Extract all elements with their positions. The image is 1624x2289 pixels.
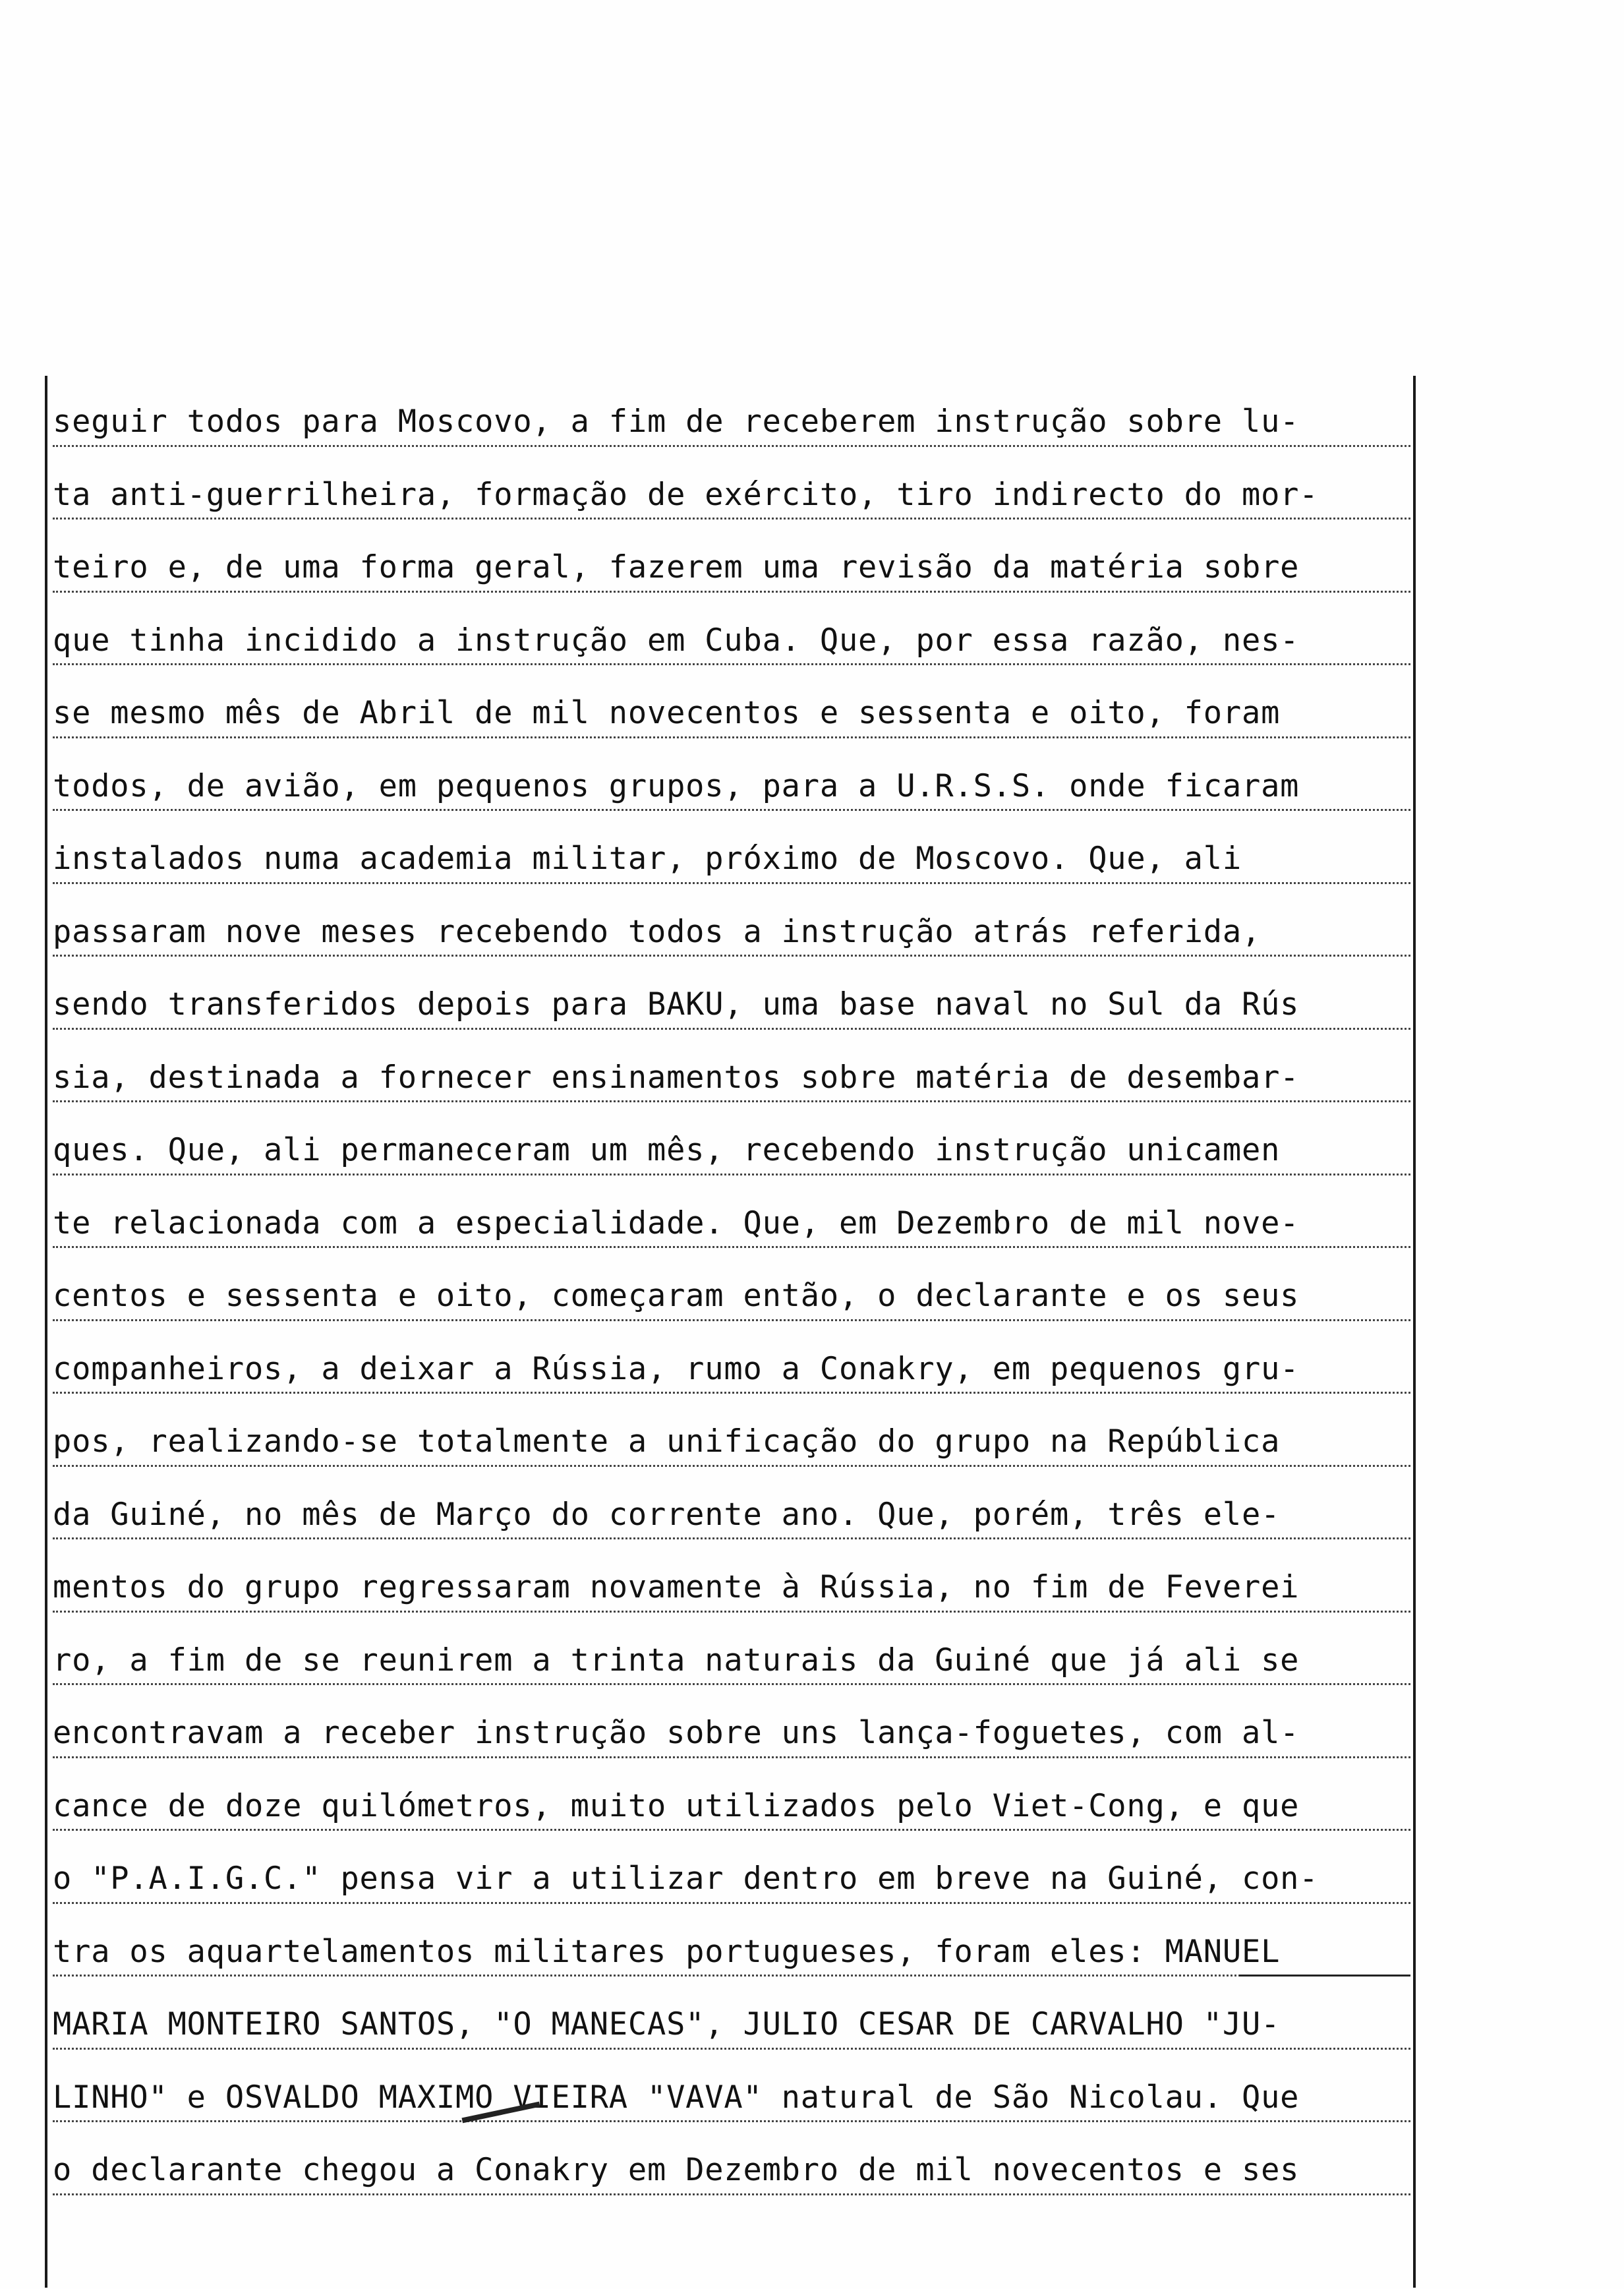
text-line	[53, 1406, 1410, 1479]
text-line-content: teiro e, de uma forma geral, fazerem uma revisão da matéria sobre	[53, 549, 1300, 585]
text-line-content: sendo transferidos depois para BAKU, uma base naval no Sul da Rús	[53, 986, 1300, 1023]
dotted-rule	[53, 1392, 1410, 1394]
dotted-rule	[53, 809, 1410, 811]
text-line	[53, 823, 1410, 896]
dotted-rule	[53, 2193, 1410, 2195]
text-line-content: te relacionada com a especialidade. Que, em Dezembro de mil nove-	[53, 1204, 1300, 1241]
text-line	[53, 1916, 1410, 1989]
text-line	[53, 531, 1410, 605]
text-line	[53, 1114, 1410, 1187]
dotted-rule	[53, 1537, 1410, 1539]
dotted-rule	[53, 1829, 1410, 1831]
text-line	[53, 2062, 1410, 2135]
dotted-rule	[53, 518, 1410, 520]
text-line-content: ro, a fim de se reunirem a trinta naturais da Guiné que já ali se	[53, 1642, 1300, 1679]
dotted-rule	[53, 445, 1410, 447]
text-line-content: passaram nove meses recebendo todos a instrução atrás referida,	[53, 913, 1262, 950]
text-line	[53, 1988, 1410, 2062]
ink-mark	[1239, 1975, 1410, 1977]
text-line-content: centos e sessenta e oito, começaram então, o declarante e os seus	[53, 1278, 1300, 1314]
text-line-content: sia, destinada a fornecer ensinamentos sobre matéria de desembar-	[53, 1059, 1300, 1096]
dotted-rule	[53, 1683, 1410, 1685]
text-line	[53, 1843, 1410, 1916]
dotted-rule	[53, 663, 1410, 665]
dotted-rule	[53, 1975, 1410, 1977]
text-line-content: o declarante chegou a Conakry em Dezembro de mil novecentos e ses	[53, 2152, 1300, 2188]
left-margin-rule	[45, 376, 47, 2288]
text-line-content: pos, realizando-se totalmente a unificação do grupo na República	[53, 1423, 1281, 1460]
text-line-content: o "P.A.I.G.C." pensa vir a utilizar dentro em breve na Guiné, con-	[53, 1860, 1319, 1897]
text-line-content: tra os aquartelamentos militares portugueses, foram eles: MANUEL	[53, 1933, 1281, 1970]
text-line-content: LINHO" e OSVALDO MAXIMO VIEIRA "VAVA" natural de São Nicolau. Que	[53, 2079, 1300, 2116]
text-line	[53, 459, 1410, 532]
text-line-content: companheiros, a deixar a Rússia, rumo a Conakry, em pequenos gru-	[53, 1350, 1300, 1387]
dotted-rule	[53, 1465, 1410, 1467]
dotted-rule	[53, 1902, 1410, 1904]
text-line	[53, 1479, 1410, 1552]
dotted-rule	[53, 2120, 1410, 2122]
dotted-rule	[53, 1246, 1410, 1248]
text-line	[53, 1333, 1410, 1406]
text-line	[53, 2134, 1410, 2207]
text-line	[53, 1697, 1410, 1770]
dotted-rule	[53, 1100, 1410, 1102]
text-line	[53, 750, 1410, 823]
text-line-content: mentos do grupo regressaram novamente à Rússia, no fim de Feverei	[53, 1569, 1300, 1605]
text-line-content: cance de doze quilómetros, muito utilizados pelo Viet-Cong, e que	[53, 1787, 1300, 1824]
text-line-content: seguir todos para Moscovo, a fim de receberem instrução sobre lu-	[53, 403, 1300, 440]
dotted-rule	[53, 591, 1410, 593]
text-line	[53, 605, 1410, 678]
text-line	[53, 1770, 1410, 1843]
text-line	[53, 386, 1410, 459]
dotted-rule	[53, 882, 1410, 884]
right-margin-rule	[1413, 376, 1416, 2288]
text-line	[53, 1260, 1410, 1333]
dotted-rule	[53, 736, 1410, 738]
dotted-rule	[53, 955, 1410, 957]
text-line-content: que tinha incidido a instrução em Cuba. Que, por essa razão, nes-	[53, 622, 1300, 659]
text-line	[53, 1624, 1410, 1698]
dotted-rule	[53, 1611, 1410, 1613]
text-line-content: ta anti-guerrilheira, formação de exército, tiro indirecto do mor-	[53, 476, 1319, 513]
document-body	[53, 386, 1410, 2207]
text-line	[53, 677, 1410, 750]
dotted-rule	[53, 2048, 1410, 2050]
text-line-content: instalados numa academia militar, próximo de Moscovo. Que, ali	[53, 841, 1242, 877]
text-line-content: encontravam a receber instrução sobre uns lança-foguetes, com al-	[53, 1715, 1300, 1751]
text-line-content: da Guiné, no mês de Março do corrente ano. Que, porém, três ele-	[53, 1496, 1281, 1533]
dotted-rule	[53, 1319, 1410, 1321]
text-line	[53, 968, 1410, 1042]
text-line-content: todos, de avião, em pequenos grupos, para a U.R.S.S. onde ficaram	[53, 767, 1300, 804]
text-line-content: se mesmo mês de Abril de mil novecentos e sessenta e oito, foram	[53, 695, 1281, 731]
dotted-rule	[53, 1028, 1410, 1030]
text-line-content: ques. Que, ali permaneceram um mês, recebendo instrução unicamen	[53, 1132, 1281, 1168]
text-line	[53, 1042, 1410, 1115]
text-line	[53, 1187, 1410, 1261]
dotted-rule	[53, 1174, 1410, 1175]
text-line	[53, 1551, 1410, 1624]
dotted-rule	[53, 1756, 1410, 1758]
text-line-content: MARIA MONTEIRO SANTOS, "O MANECAS", JULIO CESAR DE CARVALHO "JU-	[53, 2006, 1281, 2042]
text-line	[53, 896, 1410, 969]
